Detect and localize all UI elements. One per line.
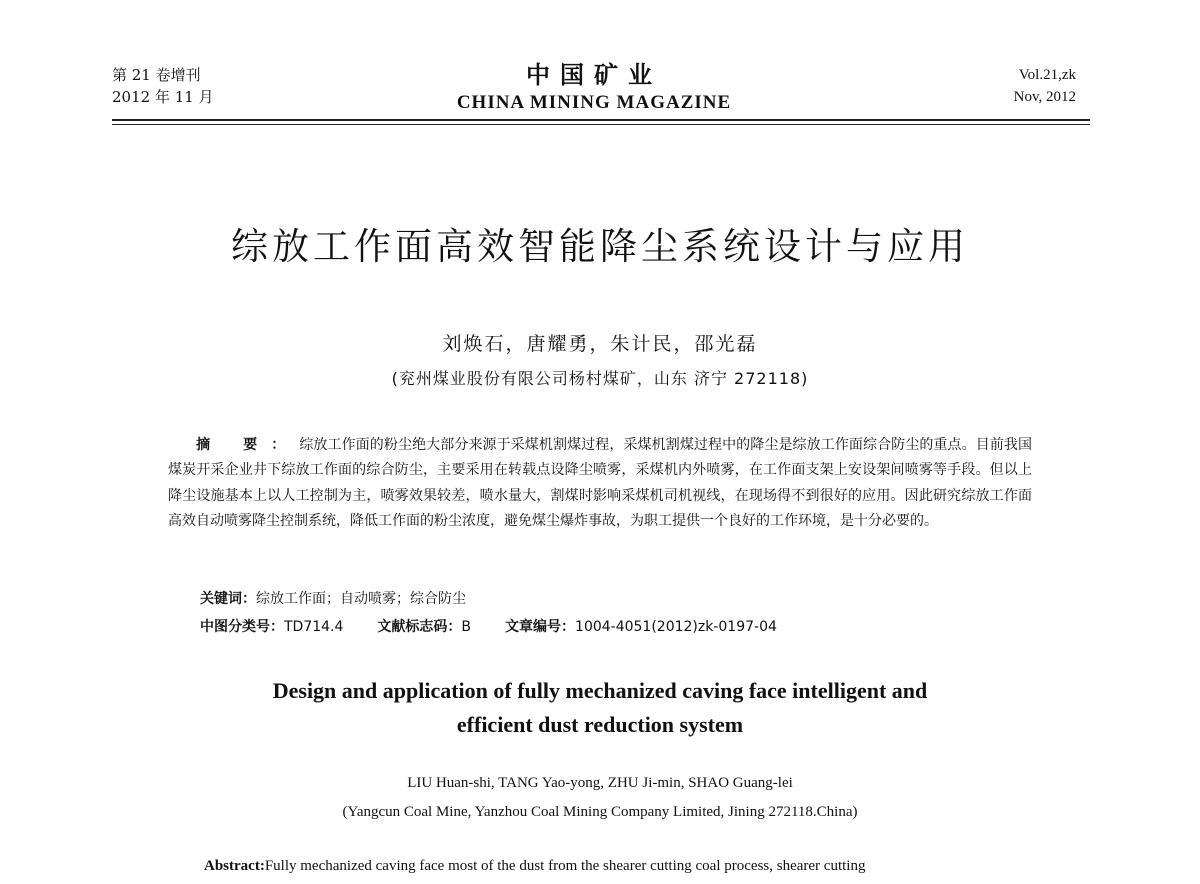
header-volume-info-en [1014, 64, 1076, 108]
journal-name-en: CHINA MINING MAGAZINE [456, 92, 732, 113]
journal-name [112, 60, 1076, 114]
doc-code-value: B [461, 619, 472, 635]
abstract-text-cn: 综放工作面的粉尘绝大部分来源于采煤机割煤过程，采煤机割煤过程中的降尘是综放工作面综合防尘的重点。目前我国煤炭开采企业井下综放工作面的综合防尘，主要采用在转载点设降尘喷雾，采煤机内外喷雾，在工作面支架上安设架间喷雾等手段。但以上降尘设施基本上以人工控制为主，喷雾效果较差，喷水量大，割煤时影响采煤机司机视线，在现场得不到很好的应用。因此研究综放工作面高效自动喷雾降尘控制系统，降低工作面的粉尘浓度，避免煤尘爆炸事故，为职工提供一个良好的工作环境，是十分必要的。 [168, 437, 1033, 530]
article-title-en-line2: efficient dust reduction system [456, 712, 744, 737]
keywords-label-cn: 关键词： [200, 591, 256, 607]
article-no-label: 文章编号： [505, 619, 576, 635]
abstract-label-cn: 摘 要： [196, 437, 300, 453]
article-title-en-line1: Design and application of fully mechanized caving face intelligent and [272, 678, 928, 703]
clc-label: 中图分类号： [200, 619, 284, 635]
journal-header [112, 61, 1076, 120]
abstract-en [204, 858, 1034, 875]
affiliation-cn: (兖州煤业股份有限公司杨村煤矿，山东 济宁 272118) [391, 369, 809, 388]
article-title-en [0, 674, 1200, 742]
keywords-cn [200, 588, 466, 608]
affiliation-en: (Yangcun Coal Mine, Yanzhou Coal Mining Company Limited, Jining 272118.China) [342, 804, 858, 820]
abstract-label-en: Abstract: [204, 858, 265, 874]
article-no-value: 1004-4051(2012)zk-0197-04 [575, 619, 777, 635]
abstract-text-en: Fully mechanized caving face most of the dust from the shearer cutting coal process, shearer cutting [264, 858, 866, 874]
header-rule-thick [112, 119, 1090, 121]
authors-cn: 刘焕石，唐耀勇，朱计民，邵光磊 [442, 333, 758, 355]
doc-code-label: 文献标志码： [377, 619, 462, 635]
header-volume: 第 21 卷增刊 [112, 66, 201, 84]
header-date-cn: 2012 年 11 月 [112, 88, 214, 106]
header-rule-thin [112, 124, 1090, 125]
clc-value: TD714.4 [284, 619, 344, 635]
header-volume-en: Vol.21,zk [1018, 67, 1076, 83]
keywords-text-cn: 综放工作面；自动喷雾；综合防尘 [256, 591, 466, 607]
authors-en: LIU Huan-shi, TANG Yao-yong, ZHU Ji-min, SHAO Guang-lei [407, 775, 793, 791]
journal-name-cn: 中国矿业 [526, 61, 662, 89]
article-title-cn: 综放工作面高效智能降尘系统设计与应用 [231, 225, 969, 268]
header-date-en: Nov, 2012 [1013, 89, 1076, 105]
abstract-cn [168, 433, 1032, 535]
classification-line [200, 616, 777, 636]
